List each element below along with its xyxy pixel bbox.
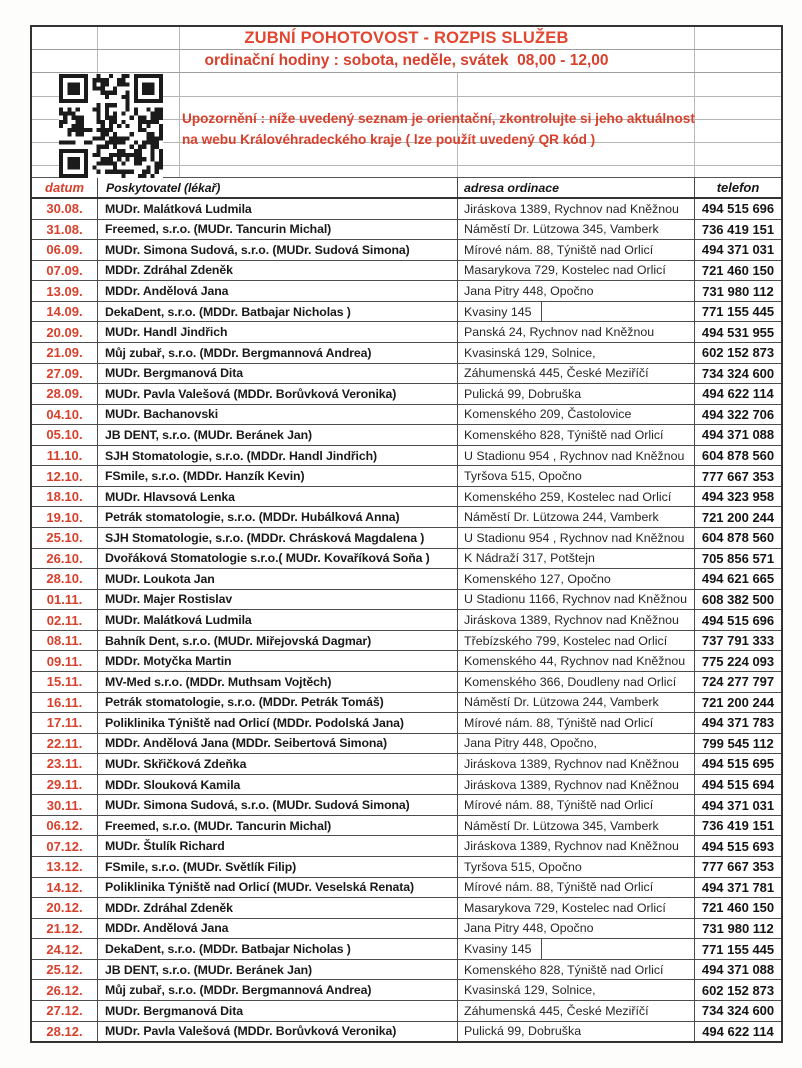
phone-cell: 737 791 333 bbox=[694, 631, 781, 651]
phone-cell: 608 382 500 bbox=[694, 590, 781, 610]
address-cell bbox=[457, 549, 694, 569]
address-cell bbox=[457, 775, 694, 795]
table-row bbox=[32, 835, 781, 856]
table-row bbox=[32, 959, 781, 980]
address-text: Kvasiny 145 bbox=[464, 942, 532, 957]
phone-cell: 494 322 706 bbox=[694, 405, 781, 425]
table-row bbox=[32, 548, 781, 569]
address-text: Komenského 828, Týniště nad Orlicí bbox=[464, 962, 664, 977]
provider-cell: MUDr. Handl Jindřich bbox=[97, 322, 457, 342]
date-cell: 26.10. bbox=[46, 550, 83, 566]
address-cell bbox=[457, 960, 694, 980]
address-cell bbox=[457, 651, 694, 671]
date-cell: 25.12. bbox=[46, 962, 83, 978]
address-cell bbox=[457, 836, 694, 856]
warning-line-1: Upozornění : níže uvedený seznam je orientační, zkontrolujte si jeho aktuálnost bbox=[182, 111, 695, 126]
table-row bbox=[32, 856, 781, 877]
table-row bbox=[32, 753, 781, 774]
date-cell: 30.08. bbox=[46, 201, 83, 217]
provider-cell: MUDr. Simona Sudová, s.r.o. (MUDr. Sudová Simona) bbox=[97, 240, 457, 260]
address-cell bbox=[457, 528, 694, 548]
date-cell: 06.12. bbox=[46, 818, 83, 834]
date-cell: 14.12. bbox=[46, 879, 83, 895]
table-row bbox=[32, 445, 781, 466]
date-cell: 28.12. bbox=[46, 1023, 83, 1039]
address-text: Mírové nám. 88, Týniště nad Orlicí bbox=[464, 798, 654, 813]
phone-cell: 731 980 112 bbox=[694, 919, 781, 939]
address-cell bbox=[457, 1001, 694, 1021]
address-text: Třebízského 799, Kostelec nad Orlicí bbox=[464, 633, 668, 648]
table-row bbox=[32, 280, 781, 301]
address-cell bbox=[457, 693, 694, 713]
provider-cell: SJH Stomatologie, s.r.o. (MDDr. Chrásková Magdalena ) bbox=[97, 528, 457, 548]
date-cell: 23.11. bbox=[46, 756, 83, 772]
address-cell bbox=[457, 405, 694, 425]
date-cell: 12.10. bbox=[46, 468, 83, 484]
address-text: Mírové nám. 88, Týniště nad Orlicí bbox=[464, 715, 654, 730]
address-cell bbox=[457, 590, 694, 610]
date-cell: 07.12. bbox=[46, 838, 83, 854]
date-cell: 13.09. bbox=[46, 283, 83, 299]
provider-cell: Můj zubař, s.r.o. (MDDr. Bergmannová Andrea) bbox=[97, 980, 457, 1000]
address-cell bbox=[457, 240, 694, 260]
provider-cell: Petrák stomatologie, s.r.o. (MDDr. Petrák Tomáš) bbox=[97, 693, 457, 713]
address-text: Mírové nám. 88, Týniště nad Orlicí bbox=[464, 880, 654, 895]
address-text: U Stadionu 954 , Rychnov nad Kněžnou bbox=[464, 530, 685, 545]
provider-cell: MDDr. Andělová Jana bbox=[97, 919, 457, 939]
table-row bbox=[32, 321, 781, 342]
phone-cell: 494 515 696 bbox=[694, 610, 781, 630]
address-text: Komenského 259, Kostelec nad Orlicí bbox=[464, 489, 672, 504]
table-row bbox=[32, 486, 781, 507]
provider-cell: MUDr. Štulík Richard bbox=[97, 836, 457, 856]
table-row bbox=[32, 609, 781, 630]
table-row bbox=[32, 527, 781, 548]
date-cell: 28.10. bbox=[46, 571, 83, 587]
provider-cell: Freemed, s.r.o. (MUDr. Tancurin Michal) bbox=[97, 220, 457, 240]
date-cell: 18.10. bbox=[46, 489, 83, 505]
phone-cell: 602 152 873 bbox=[694, 980, 781, 1000]
date-cell: 06.09. bbox=[46, 242, 83, 258]
table-row bbox=[32, 424, 781, 445]
provider-cell: MUDr. Bergmanová Dita bbox=[97, 1001, 457, 1021]
address-cell bbox=[457, 631, 694, 651]
date-cell: 29.11. bbox=[46, 777, 83, 793]
address-text: Náměstí Dr. Lützowa 244, Vamberk bbox=[464, 695, 659, 710]
address-cell bbox=[457, 857, 694, 877]
provider-cell: MDDr. Zdráhal Zdeněk bbox=[97, 261, 457, 281]
table-row bbox=[32, 712, 781, 733]
address-cell bbox=[457, 364, 694, 384]
phone-cell: 602 152 873 bbox=[694, 343, 781, 363]
table-row bbox=[32, 1021, 781, 1042]
address-text: Mírové nám. 88, Týniště nad Orlicí bbox=[464, 242, 654, 257]
phone-cell: 494 531 955 bbox=[694, 322, 781, 342]
provider-cell: FSmile, s.r.o. (MUDr. Světlík Filip) bbox=[97, 857, 457, 877]
table-row bbox=[32, 239, 781, 260]
document-title: ZUBNÍ POHOTOVOST - ROZPIS SLUŽEB bbox=[244, 28, 569, 47]
table-row bbox=[32, 404, 781, 425]
phone-cell: 494 515 693 bbox=[694, 836, 781, 856]
address-text: Kvasiny 145 bbox=[464, 304, 532, 319]
table-row bbox=[32, 918, 781, 939]
address-text: Komenského 127, Opočno bbox=[464, 571, 611, 586]
phone-cell: 721 200 244 bbox=[694, 507, 781, 527]
phone-cell: 771 155 445 bbox=[694, 939, 781, 959]
qr-code-icon bbox=[59, 74, 163, 178]
phone-cell: 494 515 695 bbox=[694, 754, 781, 774]
address-cell bbox=[457, 425, 694, 445]
table-row bbox=[32, 671, 781, 692]
column-header-row bbox=[32, 177, 781, 199]
address-text: Jana Pitry 448, Opočno bbox=[464, 921, 594, 936]
date-cell: 15.11. bbox=[46, 674, 83, 690]
date-cell: 09.11. bbox=[46, 653, 83, 669]
table-body bbox=[32, 199, 781, 1041]
provider-cell: MDDr. Andělová Jana (MDDr. Seibertová Simona) bbox=[97, 734, 457, 754]
address-cell bbox=[457, 446, 694, 466]
header-zone bbox=[32, 27, 781, 177]
address-text: Kvasinská 129, Solnice, bbox=[464, 345, 596, 360]
address-cell bbox=[457, 281, 694, 301]
phone-cell: 724 277 797 bbox=[694, 672, 781, 692]
date-cell: 05.10. bbox=[46, 427, 83, 443]
provider-cell: Dvořáková Stomatologie s.r.o.( MUDr. Kovaříková Soňa ) bbox=[97, 549, 457, 569]
address-cell bbox=[457, 261, 694, 281]
table-row bbox=[32, 815, 781, 836]
address-cell bbox=[457, 343, 694, 363]
date-cell: 14.09. bbox=[46, 304, 83, 320]
provider-cell: MUDr. Hlavsová Lenka bbox=[97, 487, 457, 507]
column-header-datum: datum bbox=[45, 180, 84, 195]
date-cell: 07.09. bbox=[46, 262, 83, 278]
address-text: Náměstí Dr. Lützowa 345, Vamberk bbox=[464, 818, 659, 833]
phone-cell: 799 545 112 bbox=[694, 734, 781, 754]
provider-cell: SJH Stomatologie, s.r.o. (MDDr. Handl Jindřich) bbox=[97, 446, 457, 466]
provider-cell: MUDr. Pavla Valešová (MDDr. Borůvková Veronika) bbox=[97, 1022, 457, 1042]
provider-cell: Poliklinika Týniště nad Orlicí (MUDr. Veselská Renata) bbox=[97, 878, 457, 898]
table-row bbox=[32, 897, 781, 918]
phone-cell: 494 371 031 bbox=[694, 795, 781, 815]
phone-cell: 705 856 571 bbox=[694, 549, 781, 569]
phone-cell: 494 371 781 bbox=[694, 878, 781, 898]
address-cell bbox=[457, 672, 694, 692]
address-text: Jiráskova 1389, Rychnov nad Kněžnou bbox=[464, 613, 679, 628]
provider-cell: DekaDent, s.r.o. (MDDr. Batbajar Nicholas ) bbox=[97, 302, 457, 322]
address-cell bbox=[457, 199, 694, 219]
phone-cell: 771 155 445 bbox=[694, 302, 781, 322]
address-text: Jana Pitry 448, Opočno bbox=[464, 284, 594, 299]
date-cell: 19.10. bbox=[46, 509, 83, 525]
phone-cell: 494 371 088 bbox=[694, 425, 781, 445]
address-text: Jiráskova 1389, Rychnov nad Kněžnou bbox=[464, 839, 679, 854]
phone-cell: 734 324 600 bbox=[694, 1001, 781, 1021]
phone-cell: 494 515 694 bbox=[694, 775, 781, 795]
provider-cell: MDDr. Motyčka Martin bbox=[97, 651, 457, 671]
address-cell bbox=[457, 610, 694, 630]
table-row bbox=[32, 465, 781, 486]
phone-cell: 494 622 114 bbox=[694, 1022, 781, 1042]
phone-cell: 777 667 353 bbox=[694, 857, 781, 877]
provider-cell: MUDr. Bachanovski bbox=[97, 405, 457, 425]
date-cell: 28.09. bbox=[46, 386, 83, 402]
phone-cell: 721 460 150 bbox=[694, 261, 781, 281]
date-cell: 26.12. bbox=[46, 982, 83, 998]
provider-cell: Petrák stomatologie, s.r.o. (MDDr. Hubálková Anna) bbox=[97, 507, 457, 527]
provider-cell: Poliklinika Týniště nad Orlicí (MDDr. Podolská Jana) bbox=[97, 713, 457, 733]
address-cell bbox=[457, 322, 694, 342]
address-cell bbox=[457, 1022, 694, 1042]
phone-cell: 494 323 958 bbox=[694, 487, 781, 507]
date-cell: 27.09. bbox=[46, 365, 83, 381]
address-cell bbox=[457, 795, 694, 815]
phone-cell: 604 878 560 bbox=[694, 446, 781, 466]
address-text: Pulická 99, Dobruška bbox=[464, 1024, 582, 1039]
table-row bbox=[32, 794, 781, 815]
date-cell: 24.12. bbox=[46, 941, 83, 957]
phone-cell: 604 878 560 bbox=[694, 528, 781, 548]
table-row bbox=[32, 301, 781, 322]
provider-cell: JB DENT, s.r.o. (MUDr. Beránek Jan) bbox=[97, 425, 457, 445]
address-cell bbox=[457, 713, 694, 733]
column-header-address: adresa ordinace bbox=[457, 178, 694, 197]
date-cell: 20.09. bbox=[46, 324, 83, 340]
address-text: Náměstí Dr. Lützowa 244, Vamberk bbox=[464, 510, 659, 525]
address-text: K Nádraží 317, Potštejn bbox=[464, 551, 595, 566]
address-text: Záhumenská 445, České Meziříčí bbox=[464, 1003, 649, 1018]
provider-cell: MUDr. Loukota Jan bbox=[97, 569, 457, 589]
address-cell bbox=[457, 569, 694, 589]
phone-cell: 734 324 600 bbox=[694, 364, 781, 384]
address-cell bbox=[457, 220, 694, 240]
phone-cell: 721 460 150 bbox=[694, 898, 781, 918]
address-cell bbox=[457, 816, 694, 836]
table-row bbox=[32, 1000, 781, 1021]
provider-cell: MUDr. Bergmanová Dita bbox=[97, 364, 457, 384]
table-row bbox=[32, 630, 781, 651]
address-text: Záhumenská 445, České Meziříčí bbox=[464, 366, 649, 381]
date-cell: 04.10. bbox=[46, 406, 83, 422]
table-row bbox=[32, 383, 781, 404]
phone-cell: 494 622 114 bbox=[694, 384, 781, 404]
address-cell bbox=[457, 919, 694, 939]
phone-cell: 721 200 244 bbox=[694, 693, 781, 713]
provider-cell: MUDr. Malátková Ludmila bbox=[97, 199, 457, 219]
address-text: U Stadionu 1166, Rychnov nad Kněžnou bbox=[464, 592, 687, 607]
date-cell: 13.12. bbox=[46, 859, 83, 875]
date-cell: 31.08. bbox=[46, 221, 83, 237]
phone-cell: 736 419 151 bbox=[694, 816, 781, 836]
address-text: Komenského 209, Častolovice bbox=[464, 407, 632, 422]
provider-cell: JB DENT, s.r.o. (MUDr. Beránek Jan) bbox=[97, 960, 457, 980]
date-cell: 22.11. bbox=[46, 735, 83, 751]
provider-cell: MDDr. Andělová Jana bbox=[97, 281, 457, 301]
address-cell bbox=[457, 754, 694, 774]
address-text: Komenského 366, Doudleny nad Orlicí bbox=[464, 674, 677, 689]
address-text: Panská 24, Rychnov nad Kněžnou bbox=[464, 325, 655, 340]
table-row bbox=[32, 260, 781, 281]
phone-cell: 494 515 696 bbox=[694, 199, 781, 219]
date-cell: 21.12. bbox=[46, 920, 83, 936]
date-cell: 21.09. bbox=[46, 345, 83, 361]
address-cell bbox=[457, 980, 694, 1000]
table-row bbox=[32, 733, 781, 754]
address-text: Tyršova 515, Opočno bbox=[464, 859, 582, 874]
address-cell bbox=[457, 898, 694, 918]
phone-cell: 494 371 783 bbox=[694, 713, 781, 733]
column-header-provider: Poskytovatel (lékař) bbox=[97, 178, 457, 197]
address-text: Pulická 99, Dobruška bbox=[464, 386, 582, 401]
phone-cell: 494 621 665 bbox=[694, 569, 781, 589]
date-cell: 30.11. bbox=[46, 797, 83, 813]
address-text: Náměstí Dr. Lützowa 345, Vamberk bbox=[464, 222, 659, 237]
provider-cell: MDDr. Zdráhal Zdeněk bbox=[97, 898, 457, 918]
subtitle-row bbox=[32, 50, 781, 73]
address-text: Jiráskova 1389, Rychnov nad Kněžnou bbox=[464, 201, 679, 216]
schedule-table bbox=[30, 25, 783, 1043]
table-row bbox=[32, 342, 781, 363]
phone-cell: 777 667 353 bbox=[694, 466, 781, 486]
phone-cell: 775 224 093 bbox=[694, 651, 781, 671]
date-cell: 02.11. bbox=[46, 612, 83, 628]
provider-cell: Freemed, s.r.o. (MUDr. Tancurin Michal) bbox=[97, 816, 457, 836]
address-text: Komenského 828, Týniště nad Orlicí bbox=[464, 427, 664, 442]
title-row bbox=[32, 27, 781, 50]
address-cell bbox=[457, 384, 694, 404]
table-row bbox=[32, 877, 781, 898]
table-row bbox=[32, 774, 781, 795]
table-row bbox=[32, 219, 781, 240]
address-cell bbox=[457, 507, 694, 527]
date-cell: 16.11. bbox=[46, 694, 83, 710]
date-cell: 08.11. bbox=[46, 633, 83, 649]
address-text: Jiráskova 1389, Rychnov nad Kněžnou bbox=[464, 756, 679, 771]
address-text: Masarykova 729, Kostelec nad Orlicí bbox=[464, 263, 666, 278]
date-cell: 27.12. bbox=[46, 1003, 83, 1019]
document-subtitle: ordinační hodiny : sobota, neděle, svátek 08,00 - 12,00 bbox=[204, 52, 609, 69]
provider-cell: DekaDent, s.r.o. (MDDr. Batbajar Nicholas ) bbox=[97, 939, 457, 959]
provider-cell: MDDr. Slouková Kamila bbox=[97, 775, 457, 795]
provider-cell: MV-Med s.r.o. (MDDr. Muthsam Vojtěch) bbox=[97, 672, 457, 692]
provider-cell: MUDr. Simona Sudová, s.r.o. (MUDr. Sudová Simona) bbox=[97, 795, 457, 815]
address-text: Komenského 44, Rychnov nad Kněžnou bbox=[464, 654, 686, 669]
provider-cell: Můj zubař, s.r.o. (MDDr. Bergmannová Andrea) bbox=[97, 343, 457, 363]
date-cell: 17.11. bbox=[46, 715, 83, 731]
provider-cell: FSmile, s.r.o. (MDDr. Hanzík Kevin) bbox=[97, 466, 457, 486]
phone-cell: 494 371 088 bbox=[694, 960, 781, 980]
date-cell: 01.11. bbox=[46, 591, 83, 607]
address-text: Kvasinská 129, Solnice, bbox=[464, 983, 596, 998]
address-cell bbox=[457, 466, 694, 486]
date-cell: 11.10. bbox=[46, 448, 83, 464]
address-text: Tyršova 515, Opočno bbox=[464, 469, 582, 484]
address-text: Jana Pitry 448, Opočno, bbox=[464, 736, 597, 751]
table-row bbox=[32, 650, 781, 671]
table-row bbox=[32, 506, 781, 527]
column-header-phone: telefon bbox=[694, 178, 781, 197]
address-text: Masarykova 729, Kostelec nad Orlicí bbox=[464, 900, 666, 915]
table-row bbox=[32, 363, 781, 384]
table-row bbox=[32, 938, 781, 959]
table-row bbox=[32, 568, 781, 589]
phone-cell: 494 371 031 bbox=[694, 240, 781, 260]
provider-cell: MUDr. Majer Rostislav bbox=[97, 590, 457, 610]
date-cell: 20.12. bbox=[46, 900, 83, 916]
address-cell bbox=[457, 302, 694, 322]
warning-line-2: na webu Královéhradeckého kraje ( lze použít uvedený QR kód ) bbox=[182, 132, 596, 147]
address-text: Jiráskova 1389, Rychnov nad Kněžnou bbox=[464, 777, 679, 792]
address-cell bbox=[457, 487, 694, 507]
address-text: U Stadionu 954 , Rychnov nad Kněžnou bbox=[464, 448, 685, 463]
provider-cell: MUDr. Pavla Valešová (MDDr. Borůvková Veronika) bbox=[97, 384, 457, 404]
table-row bbox=[32, 589, 781, 610]
phone-cell: 731 980 112 bbox=[694, 281, 781, 301]
table-row bbox=[32, 199, 781, 219]
address-cell bbox=[457, 939, 694, 959]
provider-cell: MUDr. Skřičková Zdeňka bbox=[97, 754, 457, 774]
warning-text bbox=[182, 108, 782, 150]
address-cell bbox=[457, 878, 694, 898]
phone-cell: 736 419 151 bbox=[694, 220, 781, 240]
table-row bbox=[32, 979, 781, 1000]
table-row bbox=[32, 692, 781, 713]
address-cell bbox=[457, 734, 694, 754]
provider-cell: MUDr. Malátková Ludmila bbox=[97, 610, 457, 630]
provider-cell: Bahník Dent, s.r.o. (MUDr. Miřejovská Dagmar) bbox=[97, 631, 457, 651]
date-cell: 25.10. bbox=[46, 530, 83, 546]
